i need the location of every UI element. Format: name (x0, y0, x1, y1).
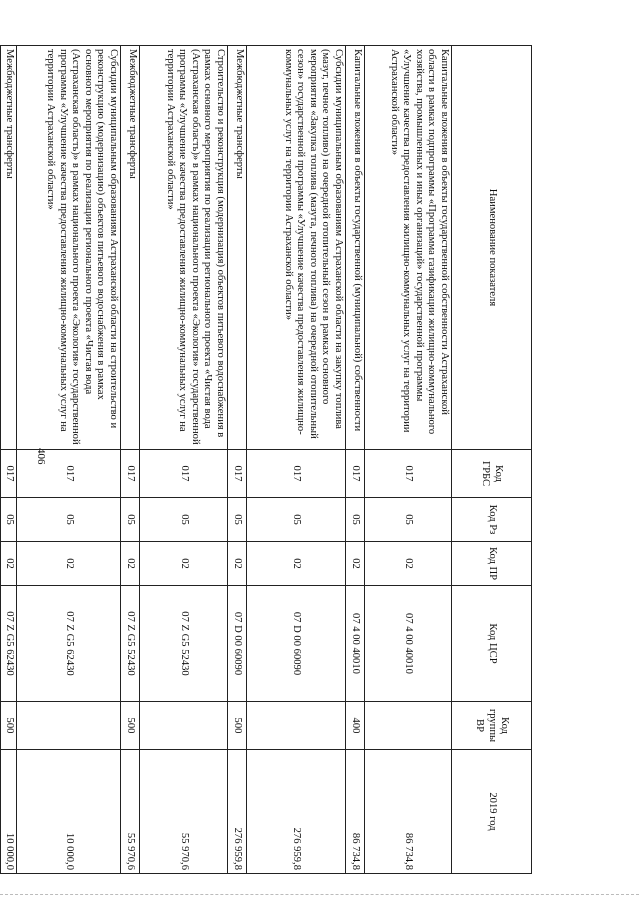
cell-vr (247, 702, 346, 750)
header-rz: Код Рз (452, 498, 532, 542)
cell-pr: 02 (228, 542, 247, 586)
table-row (1, 46, 17, 874)
budget-table (0, 45, 532, 874)
cell-grbs: 017 (228, 450, 247, 498)
cell-rz: 05 (247, 498, 346, 542)
cell-rz (0, 498, 1, 542)
cell-grbs: 017 (121, 450, 140, 498)
cell-vr (365, 702, 452, 750)
cell-grbs: 017 (365, 450, 452, 498)
cell-pr: 02 (346, 542, 365, 586)
cell-grbs (0, 450, 1, 498)
cell-pr: 02 (140, 542, 228, 586)
cell-rz: 05 (140, 498, 228, 542)
header-name: Наименование показателя (452, 46, 532, 450)
cell-vr (140, 702, 228, 750)
cell-csr: 07 Z G5 62430 (1, 586, 17, 702)
cell-y2019: 276 959,8 (247, 750, 346, 874)
cell-pr: 02 (247, 542, 346, 586)
cell-name: Капитальные вложения в объекты государственной (муниципальной) собственности (346, 46, 365, 450)
cell-rz: 05 (121, 498, 140, 542)
table-row (228, 46, 247, 874)
page-number: 406 (35, 448, 47, 465)
cell-vr: 500 (121, 702, 140, 750)
table-row (17, 46, 121, 874)
cell-name: Межбюджетные трансферты (1, 46, 17, 450)
cell-csr: 07 Z G5 52430 (140, 586, 228, 702)
cell-csr: 07 4 00 40010 (365, 586, 452, 702)
cell-vr: 500 (228, 702, 247, 750)
table-row (247, 46, 346, 874)
header-csr: Код ЦСР (452, 586, 532, 702)
cell-y2019: 55 970,6 (140, 750, 228, 874)
cell-rz: 05 (365, 498, 452, 542)
cell-rz: 05 (346, 498, 365, 542)
cell-name: Межбюджетные трансферты (121, 46, 140, 450)
cell-csr (0, 586, 1, 702)
cell-y2019: 55 970,6 (121, 750, 140, 874)
cell-pr: 02 (365, 542, 452, 586)
cell-pr: 02 (17, 542, 121, 586)
cell-name: Капитальные вложения в объекты государственной собственности Астраханской области в рамках подпрограммы «Программа газификации жилищно-коммунального хозяйства, промышленных и иных организаций» государственной программы «Улучшение качества предоставления жилищно-коммунальных услуг на территории Астраханской области» (365, 46, 452, 450)
cell-y2019: 86 734,8 (365, 750, 452, 874)
cell-rz: 05 (17, 498, 121, 542)
cell-grbs: 017 (247, 450, 346, 498)
cell-y2019: 276 959,8 (228, 750, 247, 874)
cell-pr: 02 (1, 542, 17, 586)
cell-grbs: 017 (1, 450, 17, 498)
cell-name: Строительство и реконструкция (модернизация) объектов питьевого водоснабжения в рамках основного мероприятия по реализации регионального проекта «Чистая вода (Астраханская область)» в рамках национального проекта «Экология» государственной программы «Улучшение качества предоставления жилищно-коммунальных услуг на территории Астраханской области» (140, 46, 228, 450)
table-header-row (452, 46, 532, 874)
table-row (346, 46, 365, 874)
header-grbs: Код ГРБС (452, 450, 532, 498)
table-row (121, 46, 140, 874)
cell-name: Субсидии муниципальным образованиям Астраханской области на строительство и реконструкцию (модернизацию) объектов питьевого водоснабжения в рамках основного мероприятия по реализации регионального проекта «Чистая вода (Астраханская область)» в рамках национального проекта «Экология» государственной программы «Улучшение качества предоставления жилищно-коммунальных услуг на территории Астраханской области» (17, 46, 121, 450)
cell-y2019 (0, 750, 1, 874)
cell-vr: 400 (346, 702, 365, 750)
cell-y2019: 10 000,0 (1, 750, 17, 874)
cell-csr: 07 D 00 60090 (247, 586, 346, 702)
cell-pr (0, 542, 1, 586)
cell-pr: 02 (121, 542, 140, 586)
cell-grbs: 017 (17, 450, 121, 498)
cell-name (0, 46, 1, 450)
cell-y2019: 10 000,0 (17, 750, 121, 874)
cell-vr (0, 702, 1, 750)
cell-csr: 07 Z G5 52430 (121, 586, 140, 702)
cell-y2019: 86 734,8 (346, 750, 365, 874)
cell-vr: 500 (1, 702, 17, 750)
page-bottom-rule (0, 894, 639, 895)
cell-name: Субсидии муниципальным образованиям Астраханской области на закупку топлива (мазут, печное топливо) на очередной отопительный сезон в рамках основного мероприятия «Закупка топлива (мазута, печного топлива) на очередной отопительный сезон» государственной программы «Улучшение качества предоставления жилищно-коммунальных услуг на территории Астраханской области» (247, 46, 346, 450)
cell-rz: 05 (1, 498, 17, 542)
cell-csr: 07 D 00 60090 (228, 586, 247, 702)
header-vr: Код группы ВР (452, 702, 532, 750)
header-pr: Код ПР (452, 542, 532, 586)
cell-grbs: 017 (140, 450, 228, 498)
table-row (0, 46, 1, 874)
header-2019: 2019 год (452, 750, 532, 874)
cell-name: Межбюджетные трансферты (228, 46, 247, 450)
cell-grbs: 017 (346, 450, 365, 498)
table-row (140, 46, 228, 874)
table-row (365, 46, 452, 874)
cell-csr: 07 Z G5 62430 (17, 586, 121, 702)
cell-vr (17, 702, 121, 750)
cell-rz: 05 (228, 498, 247, 542)
cell-csr: 07 4 00 40010 (346, 586, 365, 702)
